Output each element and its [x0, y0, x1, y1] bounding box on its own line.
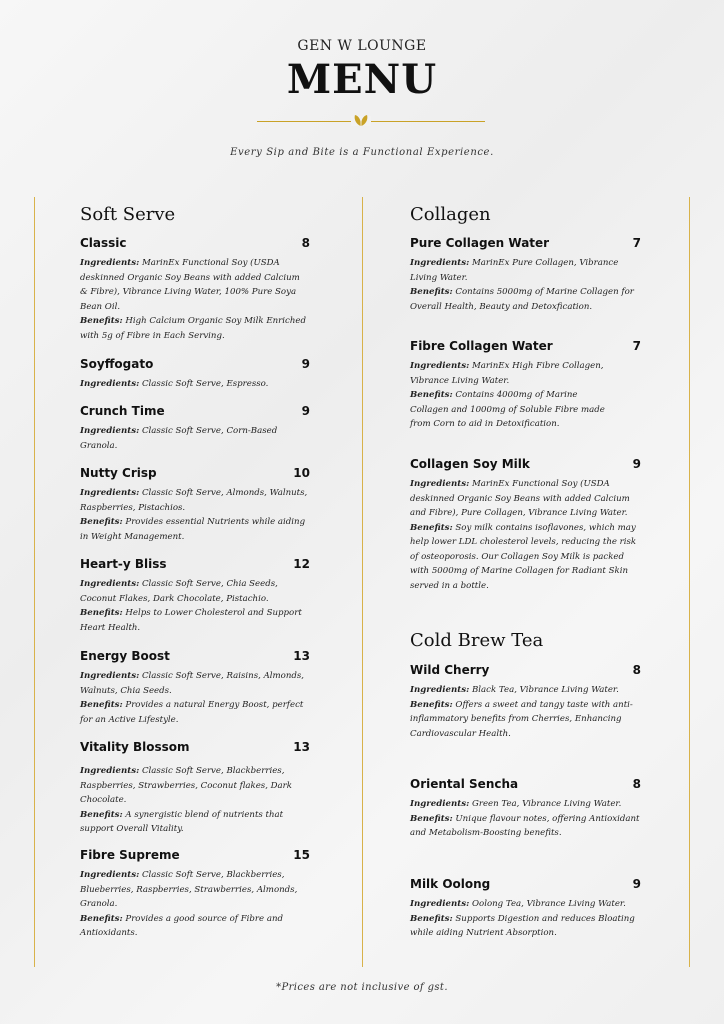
item-description	[80, 577, 310, 635]
column-rule-middle	[362, 197, 363, 967]
ingredients-label: Ingredients:	[410, 899, 470, 909]
item-description	[410, 683, 641, 741]
ingredients-text: Classic Soft Serve, Chia Seeds, Coconut Flakes, Dark Chocolate, Pistachio.	[80, 579, 278, 604]
item-price: 13	[293, 649, 310, 663]
ingredients-label: Ingredients:	[410, 258, 470, 268]
item-price: 8	[301, 236, 310, 250]
item-price: 7	[632, 339, 641, 353]
ingredients-label: Ingredients:	[410, 685, 470, 695]
benefits-label: Benefits:	[410, 287, 453, 297]
menu-item-energy-boost	[80, 649, 310, 727]
page-title: MENU	[286, 56, 438, 103]
benefits-text: Contains 5000mg of Marine Collagen for Overall Health, Beauty and Detoxfication.	[410, 287, 634, 312]
benefits-label: Benefits:	[80, 809, 123, 820]
item-name: Classic	[80, 236, 127, 250]
item-description	[80, 669, 310, 727]
benefits-label: Benefits:	[80, 316, 123, 326]
column-rule-left	[34, 197, 35, 967]
ingredients-text: MarinEx High Fibre Collagen, Vibrance Living Water.	[410, 361, 604, 386]
price-footnote: *Prices are not inclusive of gst.	[276, 982, 448, 993]
ingredients-text: Green Tea, Vibrance Living Water.	[471, 799, 622, 809]
benefits-label: Benefits:	[410, 913, 453, 924]
leaf-icon	[351, 110, 371, 130]
benefits-label: Benefits:	[410, 522, 453, 533]
item-description	[80, 256, 310, 343]
benefits-text: Contains 4000mg of Marine Collagen and 1000mg of Soluble Fibre made from Corn to aid in Detoxification.	[410, 390, 605, 429]
tagline: Every Sip and Bite is a Functional Experience.	[230, 147, 494, 158]
benefits-label: Benefits:	[80, 700, 123, 710]
benefits-text: Provides a good source of Fibre and Antioxidants.	[80, 913, 283, 938]
item-price: 15	[293, 848, 310, 862]
menu-item-pure-collagen-water	[410, 236, 641, 314]
menu-item-vitality-blossom	[80, 740, 310, 837]
menu-item-fibre-collagen-water	[410, 339, 641, 432]
ingredients-text: Classic Soft Serve, Espresso.	[141, 379, 269, 389]
item-price: 9	[632, 877, 641, 891]
benefits-text: A synergistic blend of nutrients that support Overall Vitality.	[80, 809, 284, 834]
item-price: 9	[301, 404, 310, 418]
item-name: Milk Oolong	[410, 877, 491, 891]
item-description	[80, 377, 310, 392]
item-price: 9	[632, 457, 641, 471]
item-price: 8	[632, 663, 641, 677]
ingredients-label: Ingredients:	[80, 870, 140, 880]
item-description	[410, 477, 641, 593]
item-name: Heart-y Bliss	[80, 557, 167, 571]
benefits-label: Benefits:	[410, 390, 453, 400]
item-description	[80, 868, 310, 941]
menu-item-nutty-crisp	[80, 466, 310, 544]
benefits-label: Benefits:	[80, 608, 123, 618]
benefits-text: Soy milk contains isoflavones, which may help lower LDL cholesterol levels, reducing the risk of osteoporosis. Our Collagen Soy Milk is packed with 5000mg of Marine Collagen for Radiant Skin served in a bottle.	[410, 522, 637, 591]
ingredients-text: Black Tea, Vibrance Living Water.	[471, 685, 619, 695]
item-name: Wild Cherry	[410, 663, 490, 677]
ingredients-text: Classic Soft Serve, Corn-Based Granola.	[80, 426, 278, 451]
item-name: Fibre Supreme	[80, 848, 180, 862]
item-name: Collagen Soy Milk	[410, 457, 530, 471]
item-description	[410, 256, 641, 314]
ingredients-label: Ingredients:	[80, 488, 140, 498]
benefits-text: Helps to Lower Cholesterol and Support Heart Health.	[80, 608, 302, 633]
benefits-label: Benefits:	[80, 913, 123, 924]
menu-item-wild-cherry	[410, 663, 641, 741]
item-price: 10	[293, 466, 310, 480]
benefits-text: Provides essential Nutrients while aiding in Weight Management.	[80, 517, 306, 542]
menu-item-collagen-soy-milk	[410, 457, 641, 593]
ingredients-text: Classic Soft Serve, Blackberries, Raspberries, Strawberries, Coconut flakes, Dark Chocolate.	[80, 766, 292, 805]
ingredients-label: Ingredients:	[410, 799, 470, 809]
item-name: Vitality Blossom	[80, 740, 190, 754]
section-title-cold-brew-tea: Cold Brew Tea	[410, 630, 544, 651]
item-name: Nutty Crisp	[80, 466, 157, 480]
benefits-text: Unique flavour notes, offering Antioxidant and Metabolism-Boosting benefits.	[410, 813, 640, 838]
ingredients-label: Ingredients:	[410, 361, 470, 371]
ingredients-label: Ingredients:	[80, 426, 140, 436]
item-name: Energy Boost	[80, 649, 170, 663]
item-description	[410, 797, 641, 841]
benefits-text: Offers a sweet and tangy taste with anti-inflammatory benefits from Cherries, Enhancing Cardiovascular Health.	[410, 699, 633, 739]
item-description	[410, 359, 610, 432]
menu-item-soyffogato	[80, 357, 310, 392]
ingredients-text: Oolong Tea, Vibrance Living Water.	[471, 899, 626, 909]
ingredients-label: Ingredients:	[410, 479, 470, 489]
item-name: Soyffogato	[80, 357, 154, 371]
ingredients-label: Ingredients:	[80, 671, 140, 681]
benefits-text: High Calcium Organic Soy Milk Enriched with 5g of Fibre in Each Serving.	[80, 316, 306, 341]
ingredients-text: Classic Soft Serve, Raisins, Almonds, Walnuts, Chia Seeds.	[80, 671, 305, 696]
ingredients-label: Ingredients:	[80, 579, 140, 589]
benefits-text: Provides a natural Energy Boost, perfect for an Active Lifestyle.	[80, 700, 304, 725]
ingredients-label: Ingredients:	[80, 379, 140, 389]
item-price: 8	[632, 777, 641, 791]
ingredients-text: Classic Soft Serve, Blackberries, Blueberries, Raspberries, Strawberries, Almonds, Granola.	[80, 870, 298, 909]
benefits-label: Benefits:	[80, 517, 123, 527]
item-name: Crunch Time	[80, 404, 165, 418]
ingredients-text: MarinEx Functional Soy (USDA deskinned Organic Soy Beans with added Calcium & Fibre), Vibrance Living Water, 100% Pure Soya Bean Oil.	[80, 258, 300, 312]
benefits-label: Benefits:	[410, 813, 453, 824]
benefits-text: Supports Digestion and reduces Bloating while aiding Nutrient Absorption.	[410, 913, 635, 938]
item-description	[410, 897, 641, 941]
column-rule-right	[689, 197, 690, 967]
section-title-collagen: Collagen	[410, 204, 491, 225]
item-description	[80, 424, 290, 453]
item-description	[80, 486, 310, 544]
menu-item-crunch-time	[80, 404, 310, 453]
menu-item-hearty-bliss	[80, 557, 310, 635]
item-price: 7	[632, 236, 641, 250]
item-name: Fibre Collagen Water	[410, 339, 553, 353]
ingredients-text: Classic Soft Serve, Almonds, Walnuts, Raspberries, Pistachios.	[80, 488, 308, 513]
item-name: Pure Collagen Water	[410, 236, 550, 250]
ingredients-label: Ingredients:	[80, 258, 140, 268]
item-price: 13	[293, 740, 310, 754]
ingredients-label: Ingredients:	[80, 766, 140, 776]
item-price: 12	[293, 557, 310, 571]
item-name: Oriental Sencha	[410, 777, 519, 791]
benefits-label: Benefits:	[410, 699, 453, 710]
menu-item-fibre-supreme	[80, 848, 310, 941]
item-price: 9	[301, 357, 310, 371]
ingredients-text: MarinEx Pure Collagen, Vibrance Living Water.	[410, 258, 619, 283]
item-description	[80, 764, 310, 837]
title-divider	[257, 121, 485, 122]
menu-item-milk-oolong	[410, 877, 641, 941]
menu-item-oriental-sencha	[410, 777, 641, 841]
ingredients-text: MarinEx Functional Soy (USDA deskinned Organic Soy Beans with added Calcium and Fibre), Pure Collagen, Vibrance Living Water.	[410, 479, 630, 518]
menu-item-classic	[80, 236, 310, 343]
section-title-soft-serve: Soft Serve	[80, 204, 176, 225]
brand-name: GEN W LOUNGE	[297, 38, 427, 54]
